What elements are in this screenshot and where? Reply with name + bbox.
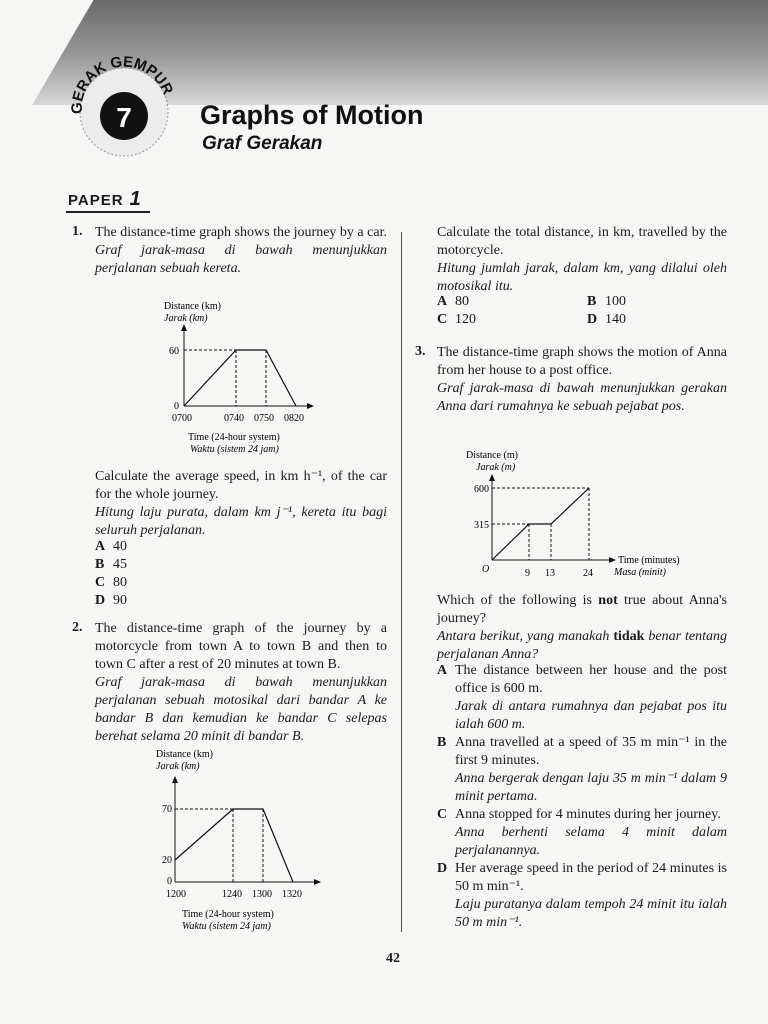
q3-option-a[interactable] [437, 662, 727, 734]
q3-option-ms: Anna berhenti selama 4 minit dalam perjalanannya. [455, 825, 727, 858]
q1-stem [95, 224, 387, 278]
q2-y-arrow [172, 776, 178, 783]
q3-q-en-bold: not [598, 593, 618, 608]
q2-option-letter: B [587, 294, 597, 309]
q1-option-text: 40 [113, 539, 127, 554]
column-divider [401, 232, 402, 932]
q3-option-d[interactable] [437, 860, 727, 932]
q2-question-ms: Hitung jumlah jarak, dalam km, yang dilalui oleh motosikal itu. [437, 261, 727, 294]
q3-q-ms-pre: Antara berikut, yang manakah [437, 629, 610, 644]
q2-stem-en: The distance-time graph of the journey by a motorcycle from town A to town B and then to town C after a rest of 20 minutes at town B. [95, 621, 387, 672]
q2-option-letter: A [437, 294, 448, 309]
q3-x-arrow [609, 557, 616, 563]
q3-xtick-13: 13 [545, 568, 555, 578]
q1-question-ms: Hitung laju purata, dalam km j⁻¹, kereta itu bagi seluruh perjalanan. [95, 505, 387, 538]
q3-stem-en: The distance-time graph shows the motion of Anna from her house to a post office. [437, 345, 727, 378]
q2-option-text: 80 [455, 294, 469, 309]
page-subtitle: Graf Gerakan [202, 133, 323, 154]
q2-option-letter: D [587, 312, 598, 327]
q2-ytick-0: 0 [167, 876, 172, 887]
q3-option-letter: B [437, 735, 447, 750]
q3-q-ms-bold: tidak [613, 629, 645, 644]
q2-option-b[interactable] [587, 293, 727, 311]
q3-number: 3. [415, 344, 426, 359]
q1-options [95, 538, 215, 610]
q2-plot-line [175, 809, 293, 882]
paper-label: PAPER [68, 192, 124, 209]
q1-option-b[interactable] [95, 556, 215, 574]
q1-option-text: 45 [113, 557, 127, 572]
q2-stem [95, 620, 387, 746]
q3-option-letter: A [437, 663, 448, 678]
q3-question-ms [437, 628, 727, 664]
q3-xlabel-en: Time (minutes) [618, 555, 680, 566]
q2-option-text: 120 [455, 312, 476, 327]
paper-number: 1 [129, 188, 142, 210]
page-title: Graphs of Motion [200, 100, 424, 130]
q2-ytick-20: 20 [162, 855, 172, 866]
q3-option-b[interactable] [437, 734, 727, 806]
q3-option-ms: Laju puratanya dalam tempoh 24 minit itu ialah 50 m min⁻¹. [455, 897, 727, 930]
chapter-badge [68, 52, 178, 162]
q3-option-en: Her average speed in the period of 24 minutes is 50 m min⁻¹. [455, 861, 727, 894]
q1-option-letter: B [95, 557, 105, 572]
q3-q-en-post: true about Anna's journey? [437, 593, 728, 626]
q2-option-letter: C [437, 312, 448, 327]
q2-option-text: 100 [605, 294, 626, 309]
q1-xlabel-ms: Waktu (sistem 24 jam) [190, 444, 279, 455]
q2-option-d[interactable] [587, 311, 727, 329]
q3-option-en: The distance between her house and the post office is 600 m. [455, 663, 727, 696]
q1-option-c[interactable] [95, 574, 215, 592]
q1-option-a[interactable] [95, 538, 215, 556]
q2-xtick-1240: 1240 [222, 889, 242, 900]
q2-graph [152, 744, 337, 936]
q2-xtick-1300: 1300 [252, 889, 272, 900]
paper-underline [66, 211, 150, 213]
q2-xtick-1320: 1320 [282, 889, 302, 900]
q1-ytick-0: 0 [174, 401, 179, 412]
q1-option-text: 80 [113, 575, 127, 590]
q1-ylabel-en: Distance (km) [164, 301, 221, 312]
q3-option-en: Anna travelled at a speed of 35 m min⁻¹ in the first 9 minutes. [455, 735, 727, 768]
q3-question-en [437, 592, 727, 628]
q3-option-letter: D [437, 861, 448, 876]
q1-option-letter: C [95, 575, 106, 590]
q1-number: 1. [72, 224, 83, 239]
q3-stem [437, 344, 727, 416]
q1-y-arrow [181, 324, 187, 331]
q2-xlabel-ms: Waktu (sistem 24 jam) [182, 921, 271, 932]
q1-option-letter: D [95, 593, 106, 608]
q2-xtick-1200: 1200 [166, 889, 186, 900]
q3-xlabel-ms: Masa (minit) [614, 567, 666, 578]
q2-ylabel-ms: Jarak (km) [156, 761, 200, 772]
q2-ytick-70: 70 [162, 804, 172, 815]
page-number: 42 [386, 951, 400, 966]
q1-stem-en: The distance-time graph shows the journey by a car. [95, 225, 387, 240]
q2-stem-ms: Graf jarak-masa di bawah menunjukkan perjalanan sebuah motosikal dari bandar A ke bandar B dan kemudian ke bandar C selepas berehat selama 20 minit di bandar B. [95, 675, 387, 744]
q1-xtick-0750: 0750 [254, 413, 274, 424]
q1-question-en: Calculate the average speed, in km h⁻¹, of the car for the whole journey. [95, 469, 387, 502]
q3-plot-line [492, 488, 589, 560]
q3-xtick-24: 24 [583, 568, 593, 578]
q1-x-arrow [307, 403, 314, 409]
q3-stem-ms: Graf jarak-masa di bawah menunjukkan gerakan Anna dari rumahnya ke sebuah pejabat pos. [437, 381, 727, 414]
q1-graph [160, 296, 340, 461]
q2-number: 2. [72, 620, 83, 635]
q3-ylabel-en: Distance (m) [466, 450, 518, 461]
q3-ytick-315: 315 [474, 520, 489, 531]
q3-option-ms: Anna bergerak dengan laju 35 m min⁻¹ dalam 9 minit pertama. [455, 771, 727, 804]
q1-option-letter: A [95, 539, 106, 554]
badge-arc-text: GERAK GEMPUR [68, 53, 177, 115]
q1-xtick-0700: 0700 [172, 413, 192, 424]
q2-ylabel-en: Distance (km) [156, 749, 213, 760]
q3-question [437, 592, 727, 664]
q3-xtick-9: 9 [525, 568, 530, 578]
q1-stem-ms: Graf jarak-masa di bawah menunjukkan perjalanan sebuah kereta. [95, 243, 387, 276]
q3-origin: O [482, 564, 490, 575]
q3-option-c[interactable] [437, 806, 727, 860]
q3-graph [452, 446, 702, 578]
q3-q-ms-post: benar tentang perjalanan Anna? [437, 629, 727, 662]
q3-q-en-pre: Which of the following is [437, 593, 592, 608]
q3-y-arrow [489, 474, 495, 481]
q1-ytick-60: 60 [169, 346, 179, 357]
q1-plot-line [184, 350, 296, 406]
q1-option-text: 90 [113, 593, 127, 608]
q3-ytick-600: 600 [474, 484, 489, 495]
q2-x-arrow [314, 879, 321, 885]
q2-xlabel-en: Time (24-hour system) [182, 909, 274, 920]
q3-option-ms: Jarak di antara rumahnya dan pejabat pos itu ialah 600 m. [455, 699, 727, 732]
q1-xtick-0740: 0740 [224, 413, 244, 424]
q2-question-en: Calculate the total distance, in km, travelled by the motorcycle. [437, 225, 727, 258]
q1-xtick-0820: 0820 [284, 413, 304, 424]
q3-option-en: Anna stopped for 4 minutes during her journey. [455, 807, 721, 822]
q2-option-a[interactable] [437, 293, 587, 311]
q3-options [437, 662, 727, 932]
q2-option-c[interactable] [437, 311, 587, 329]
q1-question [95, 468, 387, 540]
q3-option-letter: C [437, 807, 448, 822]
q1-option-d[interactable] [95, 592, 215, 610]
q3-ylabel-ms: Jarak (m) [476, 462, 516, 473]
chapter-number: 7 [116, 102, 132, 133]
q1-xlabel-en: Time (24-hour system) [188, 432, 280, 443]
q2-question [437, 224, 727, 296]
q2-options [437, 293, 727, 329]
paper-heading [68, 188, 142, 211]
q1-ylabel-ms: Jarak (km) [164, 313, 208, 324]
q2-option-text: 140 [605, 312, 626, 327]
